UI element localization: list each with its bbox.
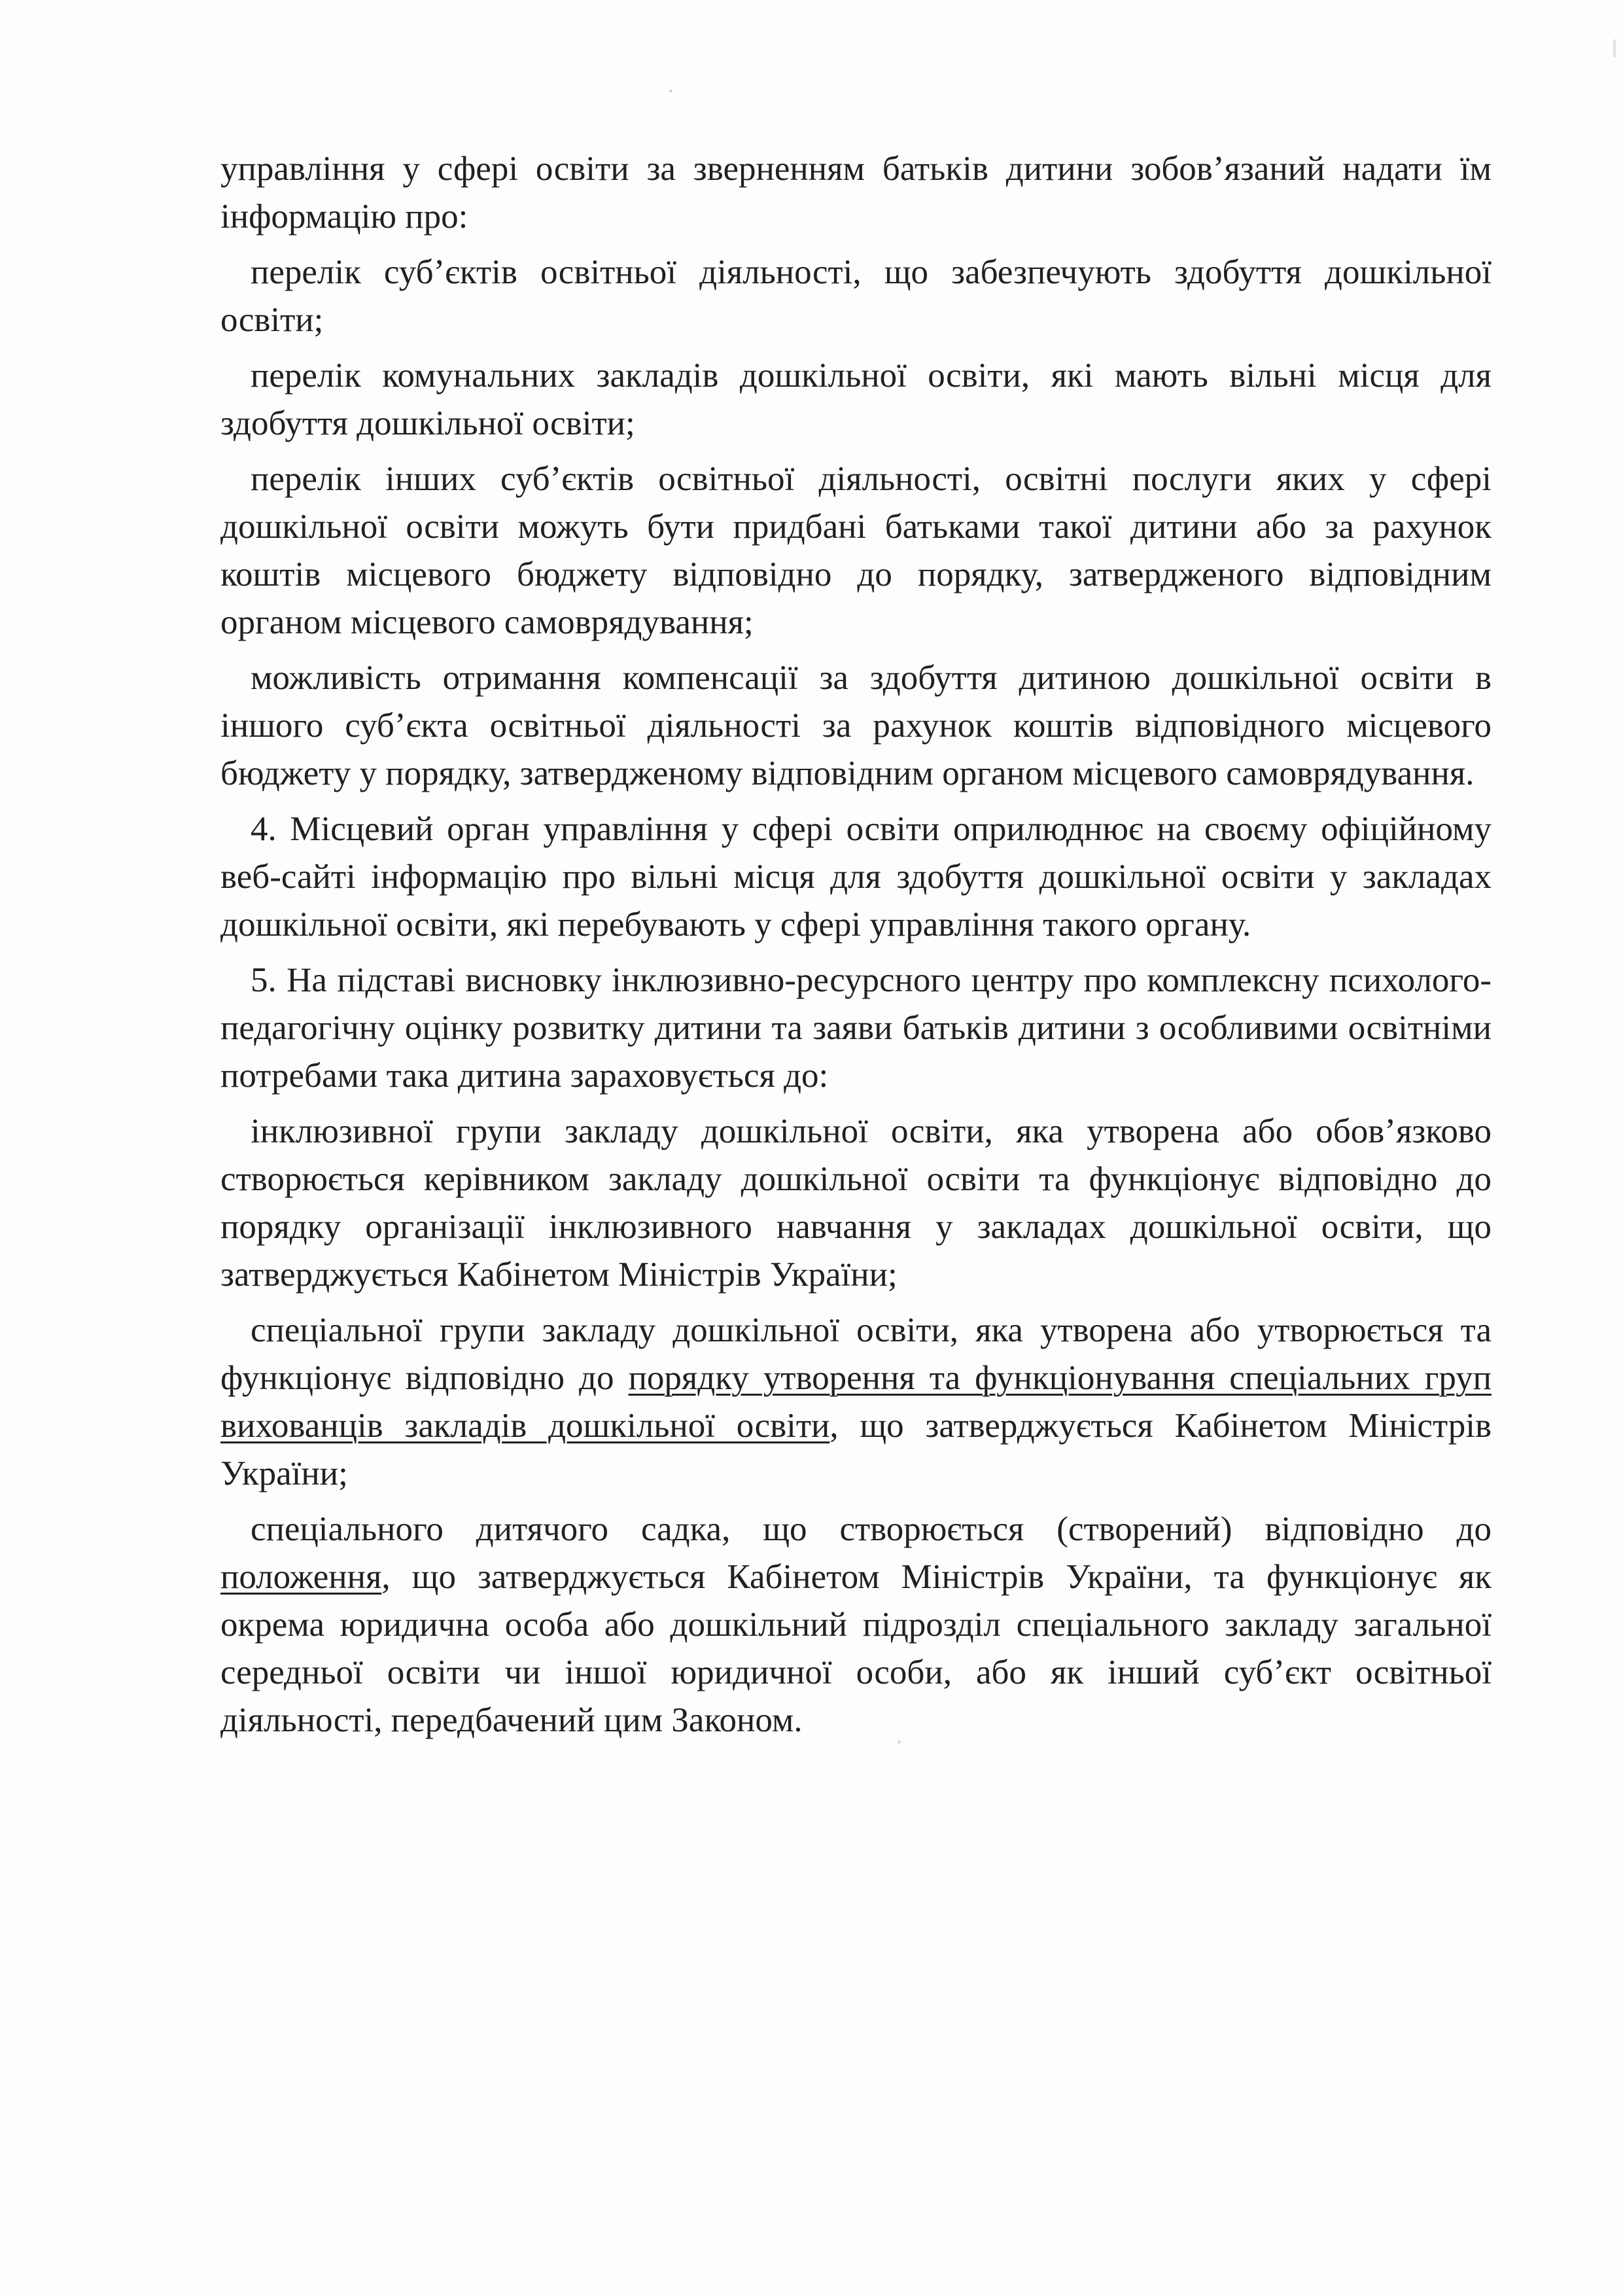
paragraph-text: перелік суб’єктів освітньої діяльності, що забезпечують здобуття дошкільної освіти; <box>220 253 1492 339</box>
paragraph-text: , що затверджується Кабінетом Міністрів України, та функціонує як окрема юридична особа або дошкільний підрозділ спеціального закладу загальної середньої освіти чи іншої юридичної особи, або як інший суб’єкт освітньої діяльності, передбачений цим Законом. <box>220 1558 1492 1739</box>
paragraph-clause-5 <box>220 957 1492 1100</box>
paragraph-text: інклюзивної групи закладу дошкільної освіти, яка утворена або обов’язково створюється керівником закладу дошкільної освіти та функціонує відповідно до порядку організації інклюзивного навчання у закладах дошкільної освіти, що затверджується Кабінетом Міністрів України; <box>220 1112 1492 1294</box>
paragraph-text: перелік інших суб’єктів освітньої діяльності, освітні послуги яких у сфері дошкільної освіти можуть бути придбані батьками такої дитини або за рахунок коштів місцевого бюджету відповідно до порядку, затвердженого відповідним органом місцевого самоврядування; <box>220 460 1492 641</box>
paragraph-text: 4. Місцевий орган управління у сфері освіти оприлюднює на своєму офіційному веб-сайті інформацію про вільні місця для здобуття дошкільної освіти у закладах дошкільної освіти, які перебувають у сфері управління такого органу. <box>220 810 1492 944</box>
paragraph-list-item <box>220 249 1492 344</box>
paragraph-text: перелік комунальних закладів дошкільної освіти, які мають вільні місця для здобуття дошкільної освіти; <box>220 357 1492 442</box>
paragraph-text: , що затверджується Кабінетом Міністрів України; <box>220 1407 1492 1492</box>
paragraph-list-item <box>220 455 1492 646</box>
paragraph-text: спеціального дитячого садка, що створюється (створений) відповідно до <box>251 1510 1492 1548</box>
paragraph-text: 5. На підставі висновку інклюзивно-ресурсного центру про комплексну психолого-педагогічну оцінку розвитку дитини та заяви батьків дитини з особливими освітніми потребами така дитина зараховується до: <box>220 961 1492 1095</box>
paragraph-list-item <box>220 1506 1492 1744</box>
document-link[interactable]: положення <box>220 1558 382 1596</box>
paragraph-list-item <box>220 1307 1492 1498</box>
paragraph-list-item <box>220 352 1492 448</box>
paragraph-list-item <box>220 654 1492 798</box>
document-link[interactable]: порядку утворення та функціонування спеціальних груп вихованців закладів дошкільної освіти <box>220 1359 1492 1445</box>
paragraph-intro <box>220 145 1492 241</box>
paragraph-text: спеціальної групи закладу дошкільної освіти, яка утворена або утворюється та функціонує відповідно до <box>220 1311 1492 1397</box>
scan-speck <box>669 90 672 92</box>
scan-edge-mark <box>1613 39 1616 58</box>
paragraph-text: можливість отримання компенсації за здобуття дитиною дошкільної освіти в іншого суб’єкта освітньої діяльності за рахунок коштів відповідного місцевого бюджету у порядку, затвердженому відповідним органом місцевого самоврядування. <box>220 659 1492 792</box>
paragraph-text: управління у сфері освіти за зверненням батьків дитини зобов’язаний надати їм інформацію про: <box>220 150 1492 236</box>
document-body <box>220 145 1492 1752</box>
paragraph-clause-4 <box>220 805 1492 949</box>
paragraph-list-item <box>220 1108 1492 1299</box>
